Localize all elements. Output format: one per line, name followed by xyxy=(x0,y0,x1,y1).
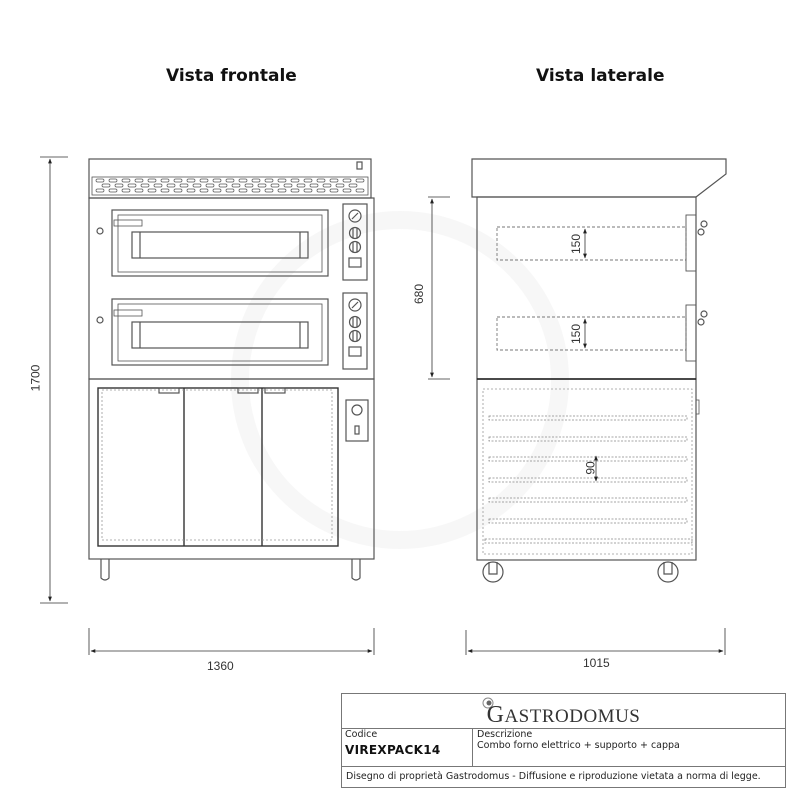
side-view xyxy=(472,159,726,582)
code-label: Codice xyxy=(345,729,378,740)
lower-chamber xyxy=(497,317,686,350)
stand-control-panel xyxy=(346,400,368,441)
lower-oven-window xyxy=(132,322,308,348)
dim-side-depth: 1015 xyxy=(583,656,610,670)
copyright-notice: Disegno di proprietà Gastrodomus - Diffusione e riproduzione vietata a norma di legge. xyxy=(346,771,761,782)
side-hood xyxy=(472,159,726,197)
brand-name: GASTRODOMUS xyxy=(486,702,641,728)
upper-oven-window xyxy=(132,232,308,258)
dim-lower-chamber-height: 150 xyxy=(569,323,584,345)
upper-chamber xyxy=(497,227,686,260)
caster-left xyxy=(483,562,503,582)
watermark-logo xyxy=(240,220,560,540)
stand-doors xyxy=(98,388,338,546)
front-view-title: Vista frontale xyxy=(166,66,297,86)
dim-oven-section-height: 680 xyxy=(412,283,427,305)
description-label: Descrizione xyxy=(477,729,533,740)
side-oven-body xyxy=(477,197,696,379)
hood-vent-slots xyxy=(96,179,364,192)
brand-logo xyxy=(342,694,785,729)
dim-total-height: 1700 xyxy=(28,364,43,392)
title-block xyxy=(341,693,786,788)
dim-upper-chamber-height: 150 xyxy=(569,233,584,255)
lower-oven-door xyxy=(112,299,328,365)
side-view-title: Vista laterale xyxy=(536,66,665,86)
dim-front-width: 1360 xyxy=(207,659,234,673)
code-value: VIREXPACK14 xyxy=(345,743,441,757)
description-value: Combo forno elettrico + supporto + cappa xyxy=(477,740,680,751)
description-cell xyxy=(473,728,785,766)
front-oven-body xyxy=(89,198,374,379)
caster-right xyxy=(658,562,678,582)
dim-rack-spacing: 90 xyxy=(583,461,598,475)
code-cell xyxy=(342,728,473,766)
